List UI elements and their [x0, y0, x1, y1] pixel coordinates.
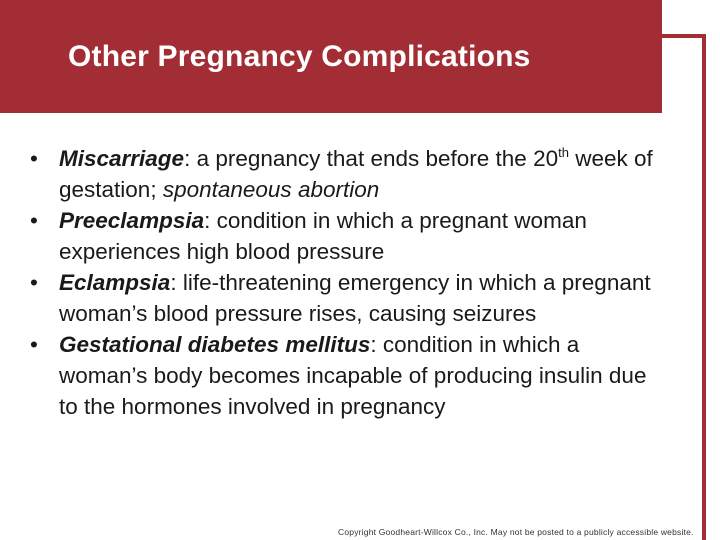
definition-text: : condition in which a woman’s body becomes incapable of producing insulin due to the hormones involved in pregnancy	[59, 332, 647, 419]
superscript: th	[558, 145, 569, 160]
bullet-glyph: •	[30, 270, 38, 295]
list-item-miscarriage	[30, 143, 670, 205]
bullet-glyph: •	[30, 332, 38, 357]
term-gestational-diabetes: Gestational diabetes mellitus	[59, 332, 371, 357]
term-preeclampsia: Preeclampsia	[59, 208, 205, 233]
definition-text: : a pregnancy that ends before the 20	[184, 146, 559, 171]
frame-line-top	[662, 34, 706, 38]
term-eclampsia: Eclampsia	[59, 270, 171, 295]
definition-text: : life-threatening emergency in which a pregnant woman’s blood pressure rises, causing seizures	[59, 270, 651, 326]
list-item-gestational-diabetes	[30, 329, 670, 422]
term-miscarriage: Miscarriage	[59, 146, 185, 171]
bullet-glyph: •	[30, 146, 38, 171]
slide-title: Other Pregnancy Complications	[68, 40, 531, 73]
list-item-eclampsia	[30, 267, 670, 329]
list-item-preeclampsia	[30, 205, 670, 267]
definition-text-continued: week of gestation;	[59, 146, 653, 202]
synonym-text: spontaneous abortion	[162, 177, 380, 202]
frame-line-right	[702, 34, 706, 540]
copyright-footer: Copyright Goodheart-Willcox Co., Inc. May not be posted to a publicly accessible website.	[338, 527, 694, 537]
definition-text: : condition in which a pregnant woman experiences high blood pressure	[59, 208, 587, 264]
bullet-glyph: •	[30, 208, 38, 233]
bullet-list	[30, 143, 670, 422]
